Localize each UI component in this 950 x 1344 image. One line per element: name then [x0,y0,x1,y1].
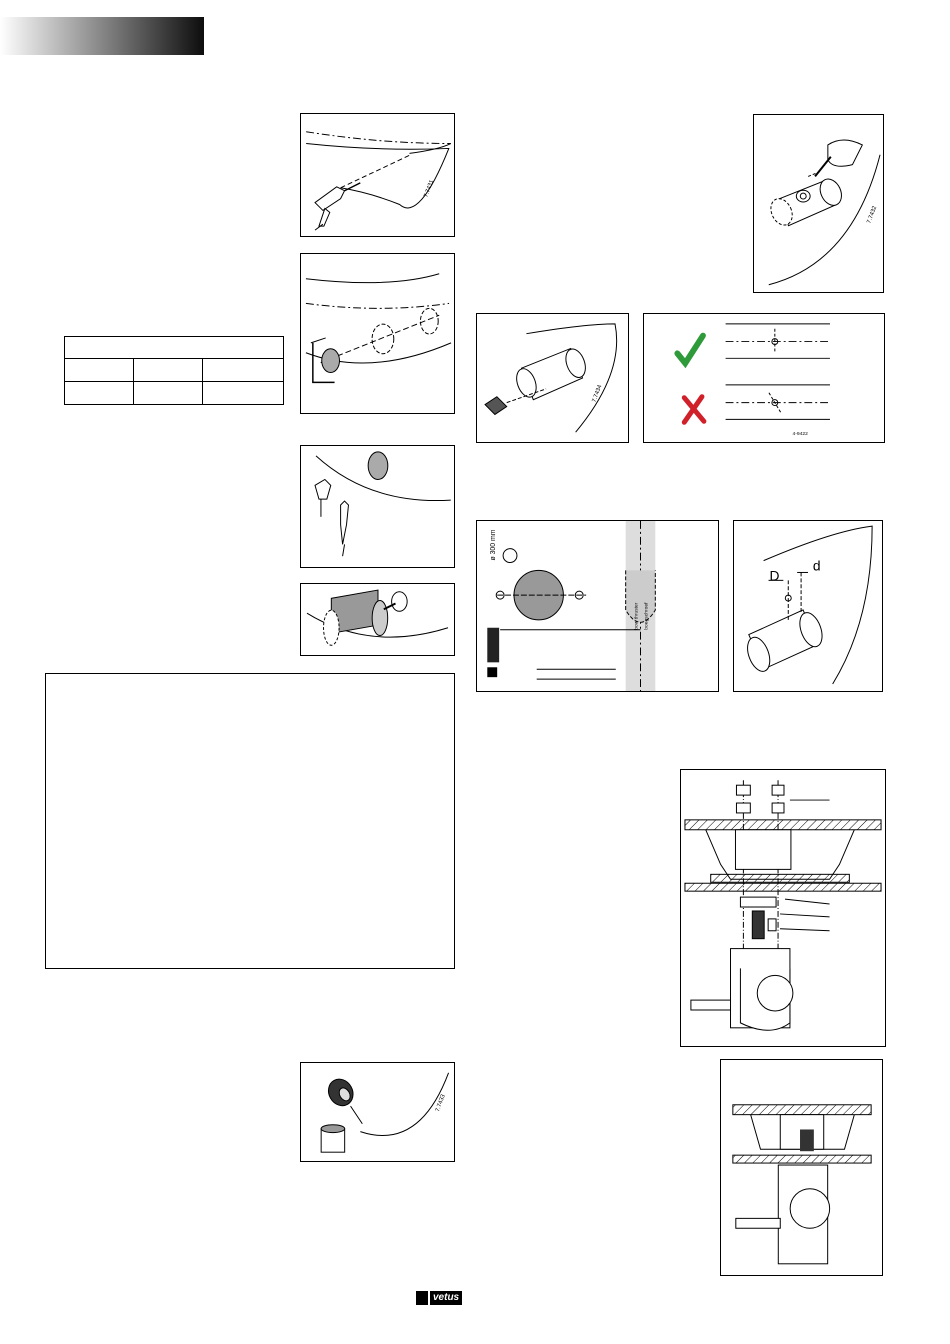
figure-code: 7.7431 [423,179,436,199]
figure-code: 7.7433 [434,1093,447,1113]
table-cell [65,359,134,382]
dimension-table [64,336,284,405]
figure-code: 7.7434 [591,384,604,404]
figure-sanding [300,1062,455,1162]
figure-template-sheet [476,520,719,692]
figure-code: 7.7432 [866,205,879,225]
figure-jigsaw-cut [300,445,455,568]
table-cell [65,382,134,405]
label-small-d: d [812,557,821,574]
table-cell [203,382,284,405]
template-vertical-text: boegschroef [644,602,650,630]
figure-alignment-check [643,313,885,443]
logo-mark [416,1291,428,1305]
figure-tube-insert [300,583,455,656]
template-diameter: ø 300 mm [490,529,498,561]
header-gradient-bar [0,17,204,55]
figure-code: 4-9422 [792,432,808,438]
vetus-logo [416,1290,468,1306]
table-header-cell [65,337,284,359]
template-vertical-text: bow thruster [634,602,640,630]
table-cell [134,382,203,405]
figure-offset-d [733,520,883,692]
figure-template-cylinder [476,313,629,443]
table-cell [203,359,284,382]
notice-box [45,673,455,969]
label-big-d: D [769,567,780,584]
table-cell [134,359,203,382]
figure-template-hull [300,253,455,414]
figure-drill-hull [300,113,455,237]
logo-wordmark: vetus [430,1291,462,1305]
figure-exploded-mount [680,769,886,1047]
figure-cylinder-mark [753,114,884,293]
figure-assembled-mount [720,1059,883,1276]
